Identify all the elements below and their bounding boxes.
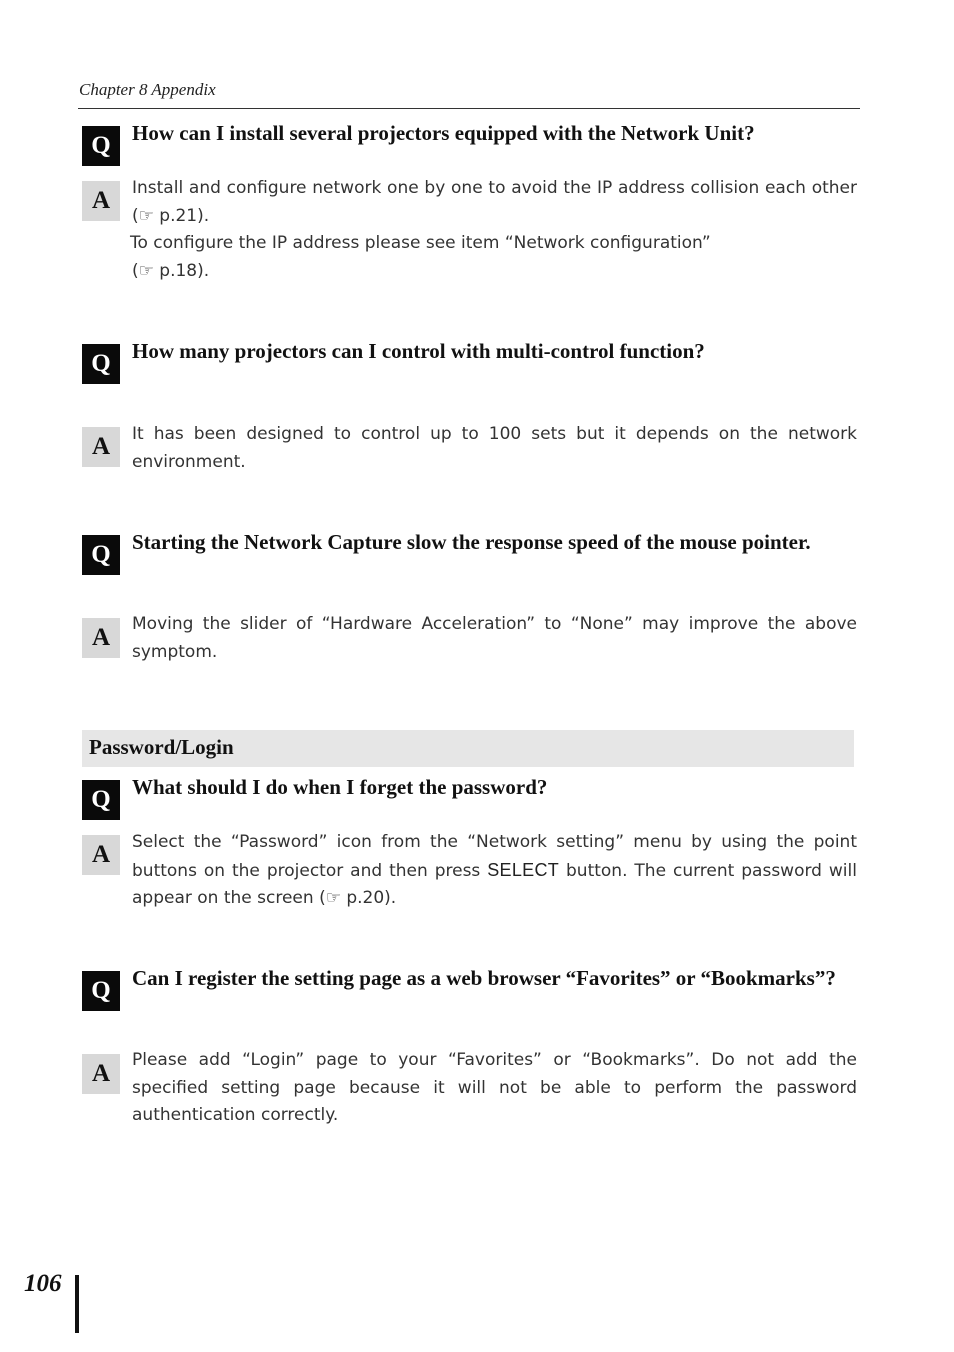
answer-line: Install and configure network one by one to avoid the IP address collision each other (☞ p.21).: [132, 178, 857, 226]
answer-badge: A: [82, 427, 120, 467]
question-text: How many projectors can I control with multi-control function?: [132, 339, 705, 363]
question-badge: Q: [82, 780, 120, 820]
answer-line: (☞ p.18).: [132, 260, 210, 281]
answer-segment: button. The current password will appear on the screen (☞ p.20).: [132, 860, 857, 908]
answer-text: Please add “Login” page to your “Favorites” or “Bookmarks”. Do not add the specified setting page because it will not be able to perform the password authentication correctly.: [132, 1050, 857, 1125]
answer-text: It has been designed to control up to 100 sets but it depends on the network environment.: [132, 424, 857, 472]
question-text: Starting the Network Capture slow the response speed of the mouse pointer.: [132, 530, 811, 554]
answer-segment: Select the “Password” icon from the “Network setting” menu by using the point buttons on the projector and then press: [132, 832, 857, 881]
select-key-label: SELECT: [487, 859, 560, 880]
answer-text: [132, 829, 857, 913]
question-text: How can I install several projectors equipped with the Network Unit?: [132, 121, 755, 145]
header-rule: [78, 108, 860, 109]
answer-line: To configure the IP address please see item “Network configuration”: [130, 233, 711, 253]
answer-text: [132, 175, 857, 285]
page-number-bar: [75, 1275, 79, 1333]
section-header: [82, 730, 854, 767]
question-text: What should I do when I forget the password?: [132, 775, 548, 799]
section-title: Password/Login: [89, 735, 234, 759]
answer-badge: A: [82, 1054, 120, 1094]
answer-badge: A: [82, 618, 120, 658]
question-text: Can I register the setting page as a web browser “Favorites” or “Bookmarks”?: [132, 966, 836, 990]
question-badge: Q: [82, 344, 120, 384]
page-number: 106: [24, 1270, 62, 1297]
answer-badge: A: [82, 835, 120, 875]
answer-badge: A: [82, 181, 120, 221]
chapter-header: Chapter 8 Appendix: [79, 80, 216, 99]
question-badge: Q: [82, 126, 120, 166]
question-badge: Q: [82, 971, 120, 1011]
question-badge: Q: [82, 535, 120, 575]
answer-text: Moving the slider of “Hardware Acceleration” to “None” may improve the above symptom.: [132, 614, 857, 662]
